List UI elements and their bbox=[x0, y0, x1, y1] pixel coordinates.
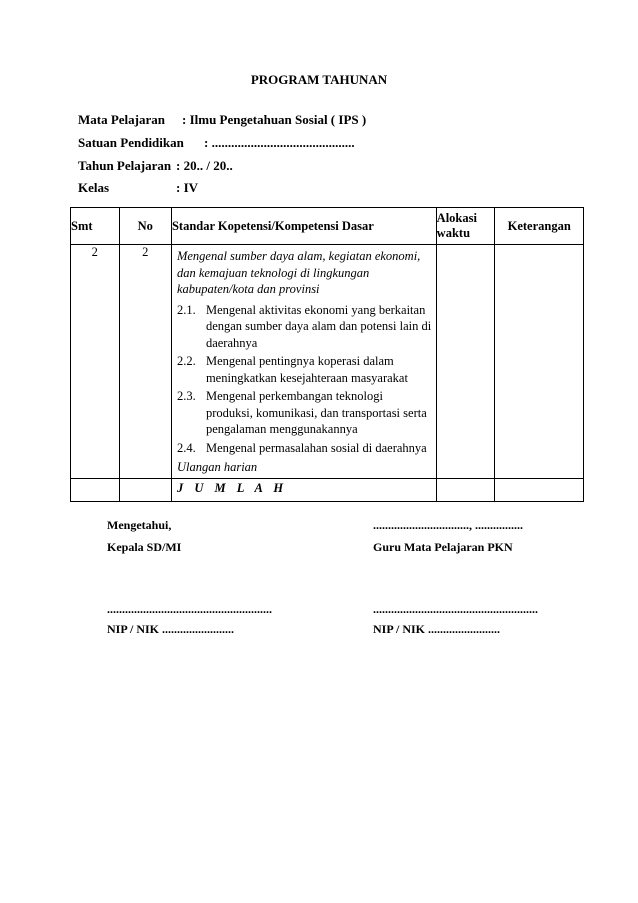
header-standar-kompetensi: Standar Kopetensi/Kompetensi Dasar bbox=[171, 208, 436, 245]
kd-line: meningkatkan kesejahteraan masyarakat bbox=[205, 370, 408, 385]
sk-line: dan kemajuan teknologi di lingkungan bbox=[176, 265, 370, 280]
kd-line: Mengenal perkembangan teknologi bbox=[205, 389, 383, 403]
header-keterangan: Keterangan bbox=[495, 208, 584, 245]
signature-left-nip: NIP / NIK ........................ bbox=[107, 622, 235, 636]
ulangan-harian: Ulangan harian bbox=[176, 460, 258, 474]
signature-left-name-line: ....................................................... bbox=[107, 602, 272, 616]
header-alokasi-waktu bbox=[436, 208, 495, 245]
kd-number: 2.2. bbox=[176, 354, 196, 368]
header-alokasi-line1: Alokasi bbox=[436, 211, 477, 225]
header-smt: Smt bbox=[71, 208, 120, 245]
meta-tahun-pelajaran bbox=[78, 158, 233, 174]
signature-left-line1: Mengetahui, bbox=[107, 518, 172, 532]
jumlah-label: J U M L A H bbox=[171, 478, 436, 501]
meta-value: : 20.. / 20.. bbox=[176, 158, 233, 173]
sk-line: kabupaten/kota dan provinsi bbox=[176, 282, 320, 296]
kd-item-2-4 bbox=[177, 440, 432, 457]
meta-satuan-pendidikan bbox=[78, 135, 355, 151]
meta-value: : ............................................ bbox=[204, 135, 355, 150]
jumlah-empty-cell bbox=[495, 478, 584, 501]
cell-standar-kompetensi bbox=[171, 245, 436, 479]
kd-item-2-3 bbox=[177, 388, 432, 438]
jumlah-empty-cell bbox=[119, 478, 171, 501]
program-table bbox=[70, 207, 584, 502]
cell-smt: 2 bbox=[71, 245, 120, 479]
jumlah-empty-cell bbox=[436, 478, 495, 501]
meta-label: Tahun Pelajaran bbox=[78, 158, 172, 173]
meta-label: Mata Pelajaran bbox=[78, 112, 166, 127]
signature-right-line2: Guru Mata Pelajaran PKN bbox=[373, 540, 513, 554]
header-alokasi-line2: waktu bbox=[436, 226, 471, 240]
signature-right-name-line: ....................................................... bbox=[373, 602, 538, 616]
header-no: No bbox=[119, 208, 171, 245]
meta-mata-pelajaran bbox=[78, 112, 367, 128]
kd-item-2-2 bbox=[177, 353, 432, 386]
kd-item-2-1 bbox=[177, 302, 432, 352]
meta-label: Kelas bbox=[78, 180, 110, 195]
cell-keterangan bbox=[495, 245, 584, 479]
standar-kompetensi-text bbox=[177, 248, 432, 298]
cell-no: 2 bbox=[119, 245, 171, 479]
sk-line: Mengenal sumber daya alam, kegiatan ekonomi, bbox=[176, 249, 421, 263]
kd-number: 2.4. bbox=[176, 440, 196, 455]
jumlah-empty-cell bbox=[71, 478, 120, 501]
kd-line: produksi, komunikasi, dan transportasi serta bbox=[205, 405, 427, 420]
kd-line: daerahnya bbox=[205, 335, 258, 350]
jumlah-row bbox=[71, 478, 584, 501]
kd-line: Mengenal pentingnya koperasi dalam bbox=[205, 354, 394, 368]
cell-alokasi-waktu bbox=[436, 245, 495, 479]
meta-label: Satuan Pendidikan bbox=[78, 135, 184, 150]
signature-left-line2: Kepala SD/MI bbox=[107, 540, 182, 554]
kd-line: pengalaman menggunakannya bbox=[205, 422, 358, 436]
kd-line: Mengenal permasalahan sosial di daerahnya bbox=[205, 440, 427, 455]
table-header-row bbox=[71, 208, 584, 245]
page-title: PROGRAM TAHUNAN bbox=[250, 72, 388, 87]
kd-number: 2.1. bbox=[176, 302, 196, 317]
kd-line: Mengenal aktivitas ekonomi yang berkaitan bbox=[205, 302, 426, 317]
signature-right-nip: NIP / NIK ........................ bbox=[373, 622, 501, 636]
kd-number: 2.3. bbox=[176, 389, 196, 403]
signature-right-line1: ................................, ................ bbox=[373, 518, 523, 532]
table-row bbox=[71, 245, 584, 479]
meta-kelas bbox=[78, 180, 199, 196]
kd-line: dengan sumber daya alam dan potensi lain di bbox=[205, 319, 432, 333]
meta-value: : Ilmu Pengetahuan Sosial ( IPS ) bbox=[182, 112, 367, 127]
meta-value: : IV bbox=[176, 180, 199, 195]
